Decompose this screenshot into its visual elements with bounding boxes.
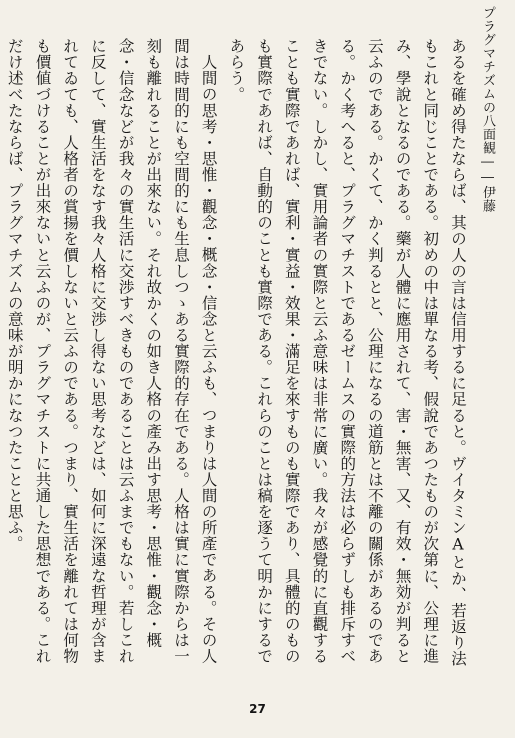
running-head: プラグマチズムの八面観――伊藤 (480, 6, 495, 213)
page-number: 27 (249, 702, 266, 716)
body-text (5, 38, 471, 678)
paragraph: あるを確め得たならば、其の人の言は信用するに足ると。ヴイタミンAとか、若返り法もこれと同じことである。初めの中は單なる考、假說であつたものが次第に、公理に進み、學說となるのである。藥が人體に應用されて、害・無害、又、有效・無効が判ると云ふのである。かくて、かく判るとと、公理になるの道筋とは不離の關係があるのである。かく考へると、プラグマチストであるゼームスの實際的方法は必らずしも排斥すべきでない。しかし、實用論者の實際と云ふ意味は非常に廣い。我々が感覺的に直觀することも實際であれば、實利・實益・效果・滿足を來すものも實際であり、具體的のものも實際であれば、自動的のことも實際である。これらのことは稿を逐うて明かにするであらう。 (227, 38, 467, 667)
paragraph: 人間の思考・思惟・觀念・概念・信念と云ふも、つまりは人間の所產である。その人間は時間的にも空間的にも生息しつゝある實際的存在である。人格は實に實際からは一刻も離れることが出來ない。それ故かくの如き人格の產み出す思考・思惟・觀念・概念・信念などが我々の實生活に交渉すべきものであることは云ふまでもない。若しこれに反して、實生活をなす我々人格に交渉し得ない思考などは、如何に深遠な哲理が含まれてゐても、人格者の賞揚を價しないと云ふのである。つまり、實生活を離れては何物も價値づけることが出來ないと云ふのが、プラグマチストに共通した思想である。これだけ述べたならば、プラグマチズムの意味が明かになつたことと思ふ。 (5, 38, 218, 664)
